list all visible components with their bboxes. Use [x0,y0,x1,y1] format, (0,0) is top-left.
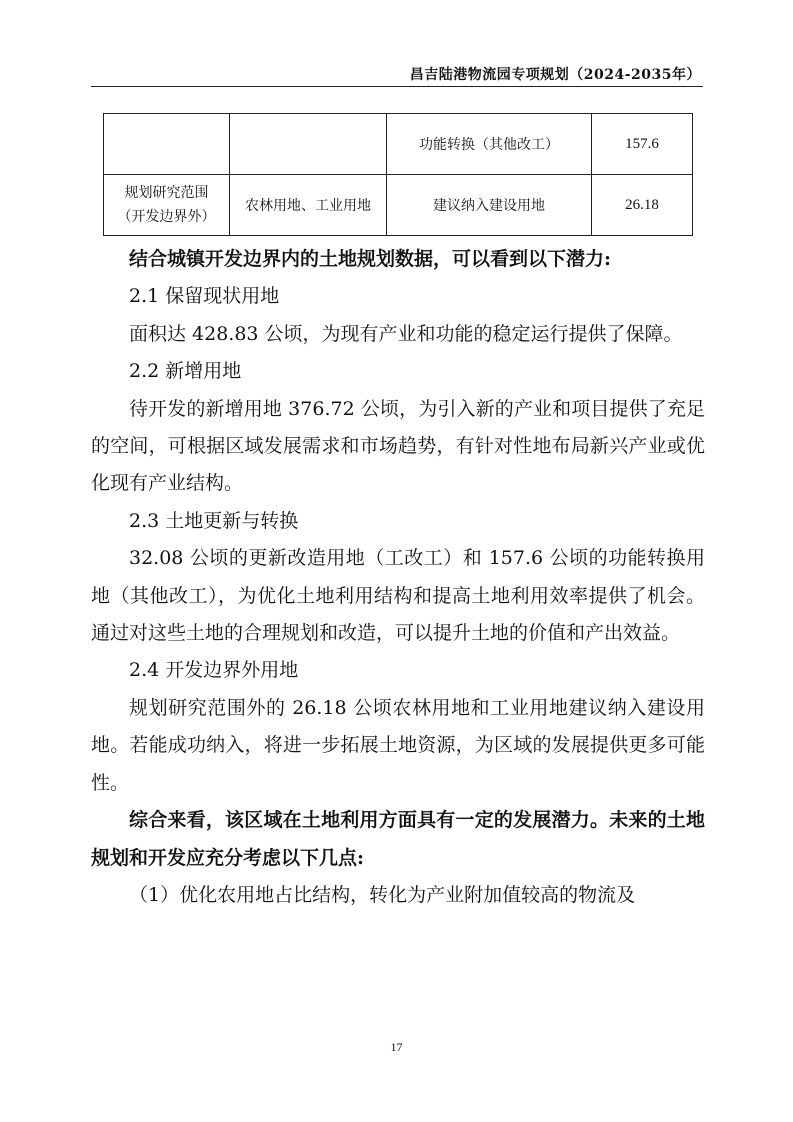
section-paragraph: 面积达 428.83 公顷，为现有产业和功能的稳定运行提供了保障。 [129,322,683,345]
section-heading: 2.4 开发边界外用地 [129,659,299,682]
page-number: 17 [390,1040,403,1054]
section-paragraph: 规划研究范围外的 26.18 公顷农林用地和工业用地建议纳入建设用地。若能成功纳入，将进一步拓展土地资源，为区域的发展提供更多可能性。 [91,696,705,794]
intro-paragraph: 结合城镇开发边界内的土地规划数据，可以看到以下潜力: [129,248,612,270]
section-paragraph: 32.08 公顷的更新改造用地（工改工）和 157.6 公顷的功能转换用地（其他改工），为优化土地利用结构和提高土地利用效率提供了机会。通过对这些土地的合理规划和改造，可以提升土地的价值和产出效益。 [91,547,705,645]
table-cell [104,114,230,175]
land-use-table [103,113,693,236]
header-rule [91,86,703,87]
table-cell [230,114,387,175]
table-cell: 农林用地、工业用地 [230,175,387,236]
table-cell-line: （开发边界外） [117,209,216,225]
section-heading: 2.3 土地更新与转换 [129,509,299,532]
table-cell [104,175,230,236]
table-cell-area: 157.6 [592,114,693,175]
running-header-title: 昌吉陆港物流园专项规划（2024-2035年） [409,67,701,83]
summary-paragraph: 综合来看，该区域在土地利用方面具有一定的发展潜力。未来的土地规划和开发应充分考虑以下几点: [91,809,705,869]
section-heading: 2.1 保留现状用地 [129,285,280,308]
section-heading: 2.2 新增用地 [129,360,242,383]
table-row [104,114,693,175]
body-text [91,241,705,914]
table-cell: 功能转换（其他改工） [387,114,592,175]
list-item: （1）优化农用地占比结构，转化为产业附加值较高的物流及 [129,883,636,906]
table-cell: 建议纳入建设用地 [387,175,592,236]
table-cell-line: 规划研究范围 [124,185,209,201]
table-row [104,175,693,236]
section-paragraph: 待开发的新增用地 376.72 公顷，为引入新的产业和项目提供了充足的空间，可根据区域发展需求和市场趋势，有针对性地布局新兴产业或优化现有产业结构。 [91,397,705,495]
table-cell-area: 26.18 [592,175,693,236]
